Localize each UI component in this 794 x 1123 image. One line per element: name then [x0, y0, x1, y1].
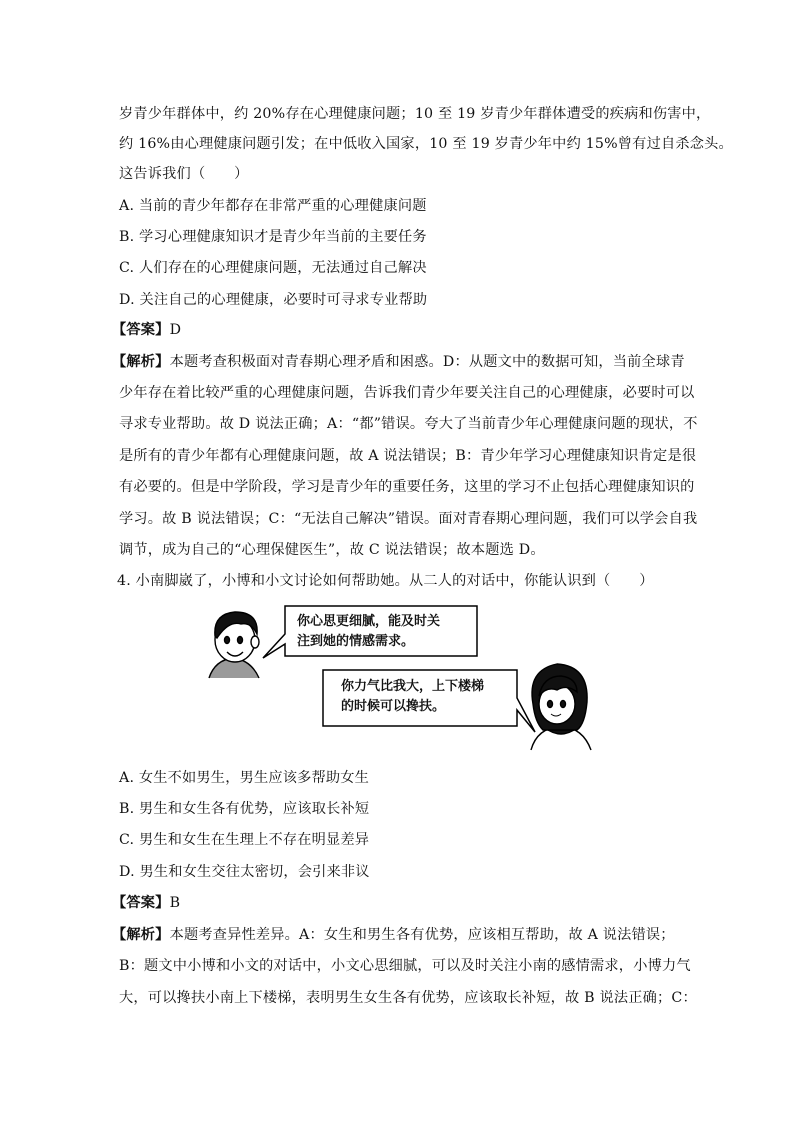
- q3-answer: [112, 320, 181, 340]
- q3-option-b: B. 学习心理健康知识才是青少年当前的主要任务: [119, 229, 427, 245]
- q4-option-c: C. 男生和女生在生理上不存在明显差异: [119, 832, 370, 848]
- q4-option-b: B. 男生和女生各有优势，应该取长补短: [119, 801, 370, 817]
- q3-analysis-line-5: 有必要的。但是中学阶段，学习是青少年的重要任务，这里的学习不止包括心理健康知识的: [119, 479, 695, 495]
- boy-bubble-line-2: 注到她的情感需求。: [297, 634, 415, 649]
- q3-stem-line-3: 这告诉我们（ ）: [119, 166, 249, 182]
- q3-stem-line-2: 约 16%由心理健康问题引发；在中低收入国家，10 至 19 岁青少年中约 15%曾有过自杀念头。: [119, 136, 733, 152]
- q4-option-d: D. 男生和女生交往太密切，会引来非议: [119, 864, 370, 880]
- q3-answer-value: D: [169, 322, 182, 338]
- q4-answer-value: B: [169, 895, 181, 911]
- q3-analysis-tag: 【解析】: [112, 354, 170, 370]
- girl-bubble-line-1: 你力气比我大，上下楼梯: [341, 679, 485, 694]
- q3-analysis-line-1: [112, 352, 685, 372]
- q3-option-a: A. 当前的青少年都存在非常严重的心理健康问题: [119, 198, 427, 214]
- q4-analysis-text-1: 本题考查异性差异。A：女生和男生各有优势，应该相互帮助，故 A 说法错误；: [169, 927, 675, 943]
- q3-analysis-line-7: 调节，成为自己的“心理保健医生”，故 C 说法错误；故本题选 D。: [119, 542, 545, 558]
- q4-option-a: A. 女生不如男生，男生应该多帮助女生: [119, 770, 370, 786]
- dialogue-illustration: [205, 600, 595, 760]
- q4-stem: 4. 小南脚崴了，小博和小文讨论如何帮助她。从二人的对话中，你能认识到（ ）: [117, 573, 654, 589]
- boy-bubble-line-1: 你心思更细腻，能及时关: [297, 614, 441, 629]
- q3-analysis-text-1: 本题考查积极面对青春期心理矛盾和困惑。D：从题文中的数据可知，当前全球青: [169, 354, 685, 370]
- q4-answer: [112, 893, 180, 913]
- q3-option-d: D. 关注自己的心理健康，必要时可寻求专业帮助: [119, 292, 428, 308]
- girl-figure: [531, 664, 591, 750]
- girl-bubble-line-2: 的时候可以搀扶。: [341, 699, 446, 714]
- q4-analysis-line-1: [112, 925, 675, 945]
- q3-answer-tag: 【答案】: [112, 322, 170, 338]
- q3-analysis-line-4: 是所有的青少年都有心理健康问题，故 A 说法错误；B：青少年学习心理健康知识肯定是很: [119, 448, 697, 464]
- q3-option-c: C. 人们存在的心理健康问题，无法通过自己解决: [119, 260, 427, 276]
- q3-analysis-line-2: 少年存在着比较严重的心理健康问题，告诉我们青少年要关注自己的心理健康，必要时可以: [119, 385, 695, 401]
- q4-answer-tag: 【答案】: [112, 895, 170, 911]
- q3-analysis-line-6: 学习。故 B 说法错误；C：“无法自己解决”错误。面对青春期心理问题，我们可以学会自我: [119, 511, 698, 527]
- q4-analysis-line-3: 大，可以搀扶小南上下楼梯，表明男生女生各有优势，应该取长补短，故 B 说法正确；C：: [119, 990, 697, 1006]
- q3-analysis-line-3: 寻求专业帮助。故 D 说法正确；A：“都”错误。夸大了当前青少年心理健康问题的现状，不: [119, 416, 698, 432]
- q4-analysis-line-2: B：题文中小博和小文的对话中，小文心思细腻，可以及时关注小南的感情需求，小博力气: [119, 958, 691, 974]
- q3-stem-line-1: 岁青少年群体中，约 20%存在心理健康问题；10 至 19 岁青少年群体遭受的疾病和伤害中，: [119, 106, 711, 122]
- boy-figure: [209, 612, 259, 678]
- q4-analysis-tag: 【解析】: [112, 927, 170, 943]
